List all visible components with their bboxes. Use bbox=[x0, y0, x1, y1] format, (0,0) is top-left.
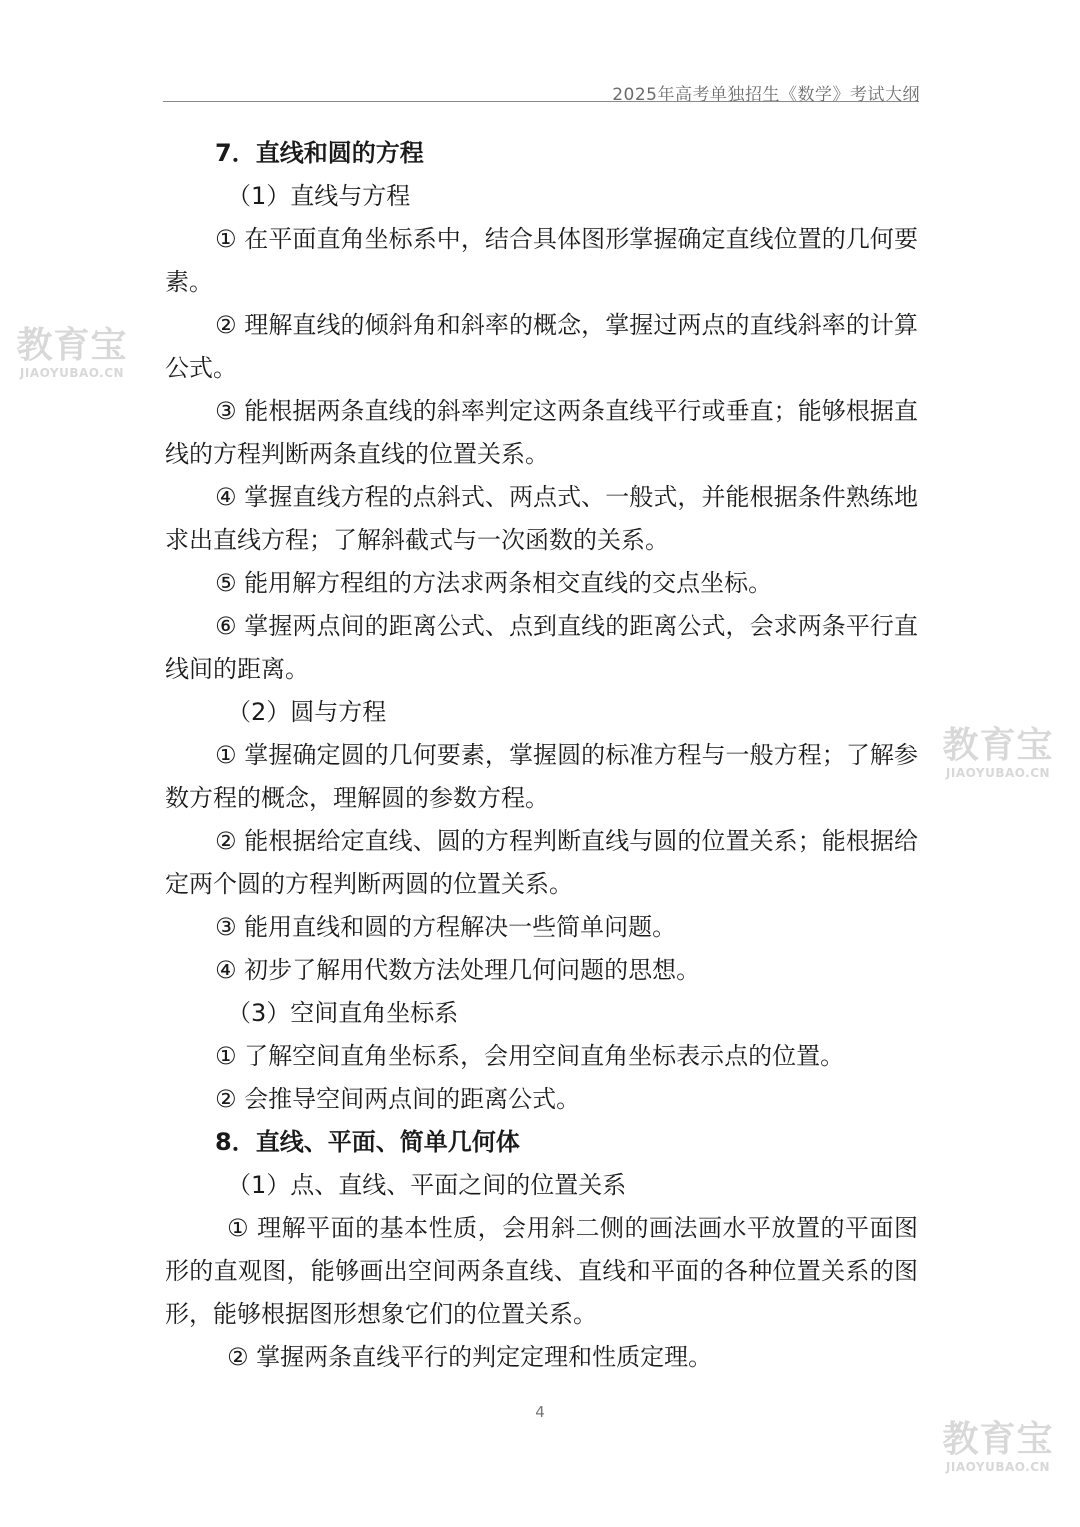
running-header: 2025年高考单独招生《数学》考试大纲 bbox=[612, 85, 920, 105]
list-item: ② 掌握两条直线平行的判定定理和性质定理。 bbox=[227, 1343, 713, 1371]
watermark-logo-text: 教育宝 bbox=[942, 725, 1054, 766]
section-heading-8: 8．直线、平面、简单几何体 bbox=[215, 1128, 520, 1156]
watermark-logo-text: 教育宝 bbox=[16, 325, 128, 366]
list-item: ④ 掌握直线方程的点斜式、两点式、一般式，并能根据条件熟练地求出直线方程；了解斜截式与一次函数的关系。 bbox=[165, 483, 918, 554]
subsection-heading: （2）圆与方程 bbox=[227, 698, 387, 726]
subsection-heading: （3）空间直角坐标系 bbox=[227, 999, 459, 1027]
list-item: ① 在平面直角坐标系中，结合具体图形掌握确定直线位置的几何要素。 bbox=[165, 225, 918, 296]
list-item: ③ 能根据两条直线的斜率判定这两条直线平行或垂直；能够根据直线的方程判断两条直线的位置关系。 bbox=[165, 397, 918, 468]
list-item: ③ 能用直线和圆的方程解决一些简单问题。 bbox=[215, 913, 677, 941]
header-divider bbox=[163, 101, 919, 102]
watermark-logo bbox=[12, 326, 132, 380]
list-item: ① 了解空间直角坐标系，会用空间直角坐标表示点的位置。 bbox=[215, 1042, 845, 1070]
list-item: ② 会推导空间两点间的距离公式。 bbox=[215, 1085, 581, 1113]
watermark-logo bbox=[938, 726, 1058, 780]
watermark-logo-text: 教育宝 bbox=[942, 1419, 1054, 1460]
list-item: ④ 初步了解用代数方法处理几何问题的思想。 bbox=[215, 956, 701, 984]
list-item: ② 理解直线的倾斜角和斜率的概念，掌握过两点的直线斜率的计算公式。 bbox=[165, 311, 918, 382]
watermark-logo bbox=[938, 1420, 1058, 1474]
list-item: ⑤ 能用解方程组的方法求两条相交直线的交点坐标。 bbox=[215, 569, 773, 597]
subsection-heading: （1）点、直线、平面之间的位置关系 bbox=[227, 1171, 627, 1199]
subsection-heading: （1）直线与方程 bbox=[227, 182, 411, 210]
watermark-url: JIAOYUBAO.CN bbox=[945, 1460, 1051, 1474]
list-item: ② 能根据给定直线、圆的方程判断直线与圆的位置关系；能根据给定两个圆的方程判断两圆的位置关系。 bbox=[165, 827, 918, 898]
list-item: ⑥ 掌握两点间的距离公式、点到直线的距离公式，会求两条平行直线间的距离。 bbox=[165, 612, 918, 683]
section-heading-7: 7．直线和圆的方程 bbox=[215, 139, 424, 167]
page-body bbox=[165, 132, 918, 1379]
list-item: ① 掌握确定圆的几何要素，掌握圆的标准方程与一般方程；了解参数方程的概念，理解圆的参数方程。 bbox=[165, 741, 918, 812]
page-number: 4 bbox=[535, 1403, 545, 1421]
list-item: ① 理解平面的基本性质，会用斜二侧的画法画水平放置的平面图形的直观图，能够画出空间两条直线、直线和平面的各种位置关系的图形，能够根据图形想象它们的位置关系。 bbox=[165, 1214, 918, 1328]
watermark-url: JIAOYUBAO.CN bbox=[945, 766, 1051, 780]
watermark-url: JIAOYUBAO.CN bbox=[19, 366, 125, 380]
